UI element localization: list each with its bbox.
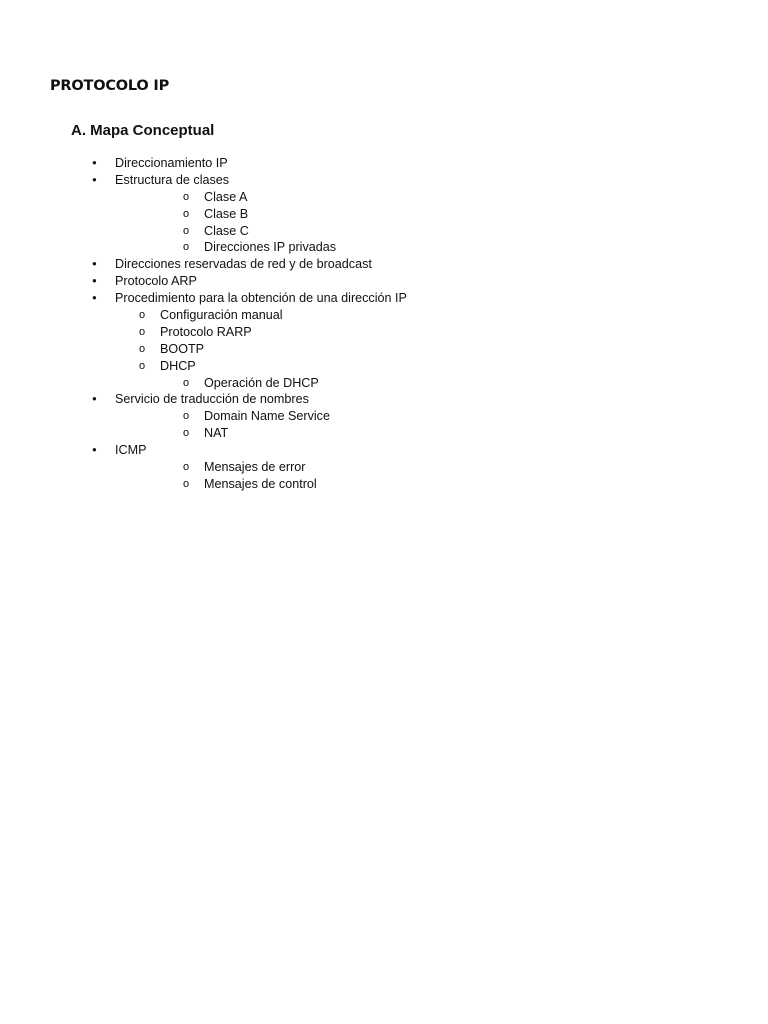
circle-bullet-icon: o	[139, 309, 146, 322]
bullet-icon: ●	[92, 158, 97, 167]
list-item	[0, 307, 768, 324]
circle-bullet-icon: o	[139, 325, 146, 338]
circle-bullet-icon: o	[139, 359, 146, 372]
list-item	[0, 459, 768, 476]
list-item-text: Estructura de clases	[115, 172, 230, 187]
list-item	[0, 324, 768, 341]
list-item-text: Direcciones reservadas de red y de broadcast	[115, 257, 372, 272]
bullet-icon: ●	[92, 174, 97, 184]
list-item-text: Mensajes de error	[204, 460, 306, 475]
list-item	[0, 425, 768, 442]
list-item-text: DHCP	[160, 358, 196, 373]
circle-bullet-icon: o	[183, 477, 190, 490]
list-item-text: Direccionamiento IP	[115, 156, 228, 170]
list-item	[0, 189, 768, 206]
circle-bullet-icon: o	[183, 241, 190, 254]
circle-bullet-icon: o	[183, 190, 190, 203]
page-title: PROTOCOLO IP	[50, 78, 170, 94]
list-item	[0, 256, 768, 273]
circle-bullet-icon: o	[183, 410, 190, 423]
list-item-text: BOOTP	[160, 341, 205, 356]
list-item	[0, 206, 768, 223]
list-item-text: Configuración manual	[160, 308, 283, 323]
section-heading: A. Mapa Conceptual	[71, 122, 215, 139]
circle-bullet-icon: o	[183, 427, 190, 440]
list-item-text: Procedimiento para la obtención de una dirección IP	[115, 291, 407, 306]
bullet-icon: ●	[92, 445, 97, 455]
circle-bullet-icon: o	[183, 376, 190, 389]
list-item	[0, 172, 768, 189]
list-item	[0, 155, 768, 172]
list-item-text: Protocolo RARP	[160, 324, 252, 339]
list-item-text: Protocolo ARP	[115, 274, 197, 289]
list-item	[0, 239, 768, 256]
list-item	[0, 358, 768, 375]
list-item-text: NAT	[204, 426, 229, 441]
list-item-text: Direcciones IP privadas	[204, 240, 337, 255]
list-item	[0, 476, 768, 493]
bullet-icon: ●	[92, 293, 97, 303]
list-item-text: Mensajes de control	[204, 476, 317, 491]
list-item	[0, 442, 768, 459]
circle-bullet-icon: o	[183, 224, 190, 237]
list-item	[0, 341, 768, 358]
list-item	[0, 273, 768, 290]
circle-bullet-icon: o	[183, 207, 190, 220]
list-item-text: Servicio de traducción de nombres	[115, 392, 309, 407]
concept-map-outline	[0, 155, 768, 493]
bullet-icon: ●	[92, 276, 97, 286]
bullet-icon: ●	[92, 259, 97, 269]
list-item	[0, 223, 768, 240]
list-item-text: Clase B	[204, 206, 249, 221]
list-item-text: Domain Name Service	[204, 409, 330, 424]
list-item	[0, 408, 768, 425]
list-item	[0, 290, 768, 307]
bullet-icon: ●	[92, 394, 97, 404]
list-item	[0, 391, 768, 408]
list-item-text: Operación de DHCP	[204, 375, 319, 390]
list-item	[0, 375, 768, 392]
circle-bullet-icon: o	[139, 342, 146, 355]
list-item-text: Clase C	[204, 223, 249, 238]
list-item-text: Clase A	[204, 189, 248, 204]
list-item-text: ICMP	[115, 443, 147, 458]
circle-bullet-icon: o	[183, 461, 190, 474]
